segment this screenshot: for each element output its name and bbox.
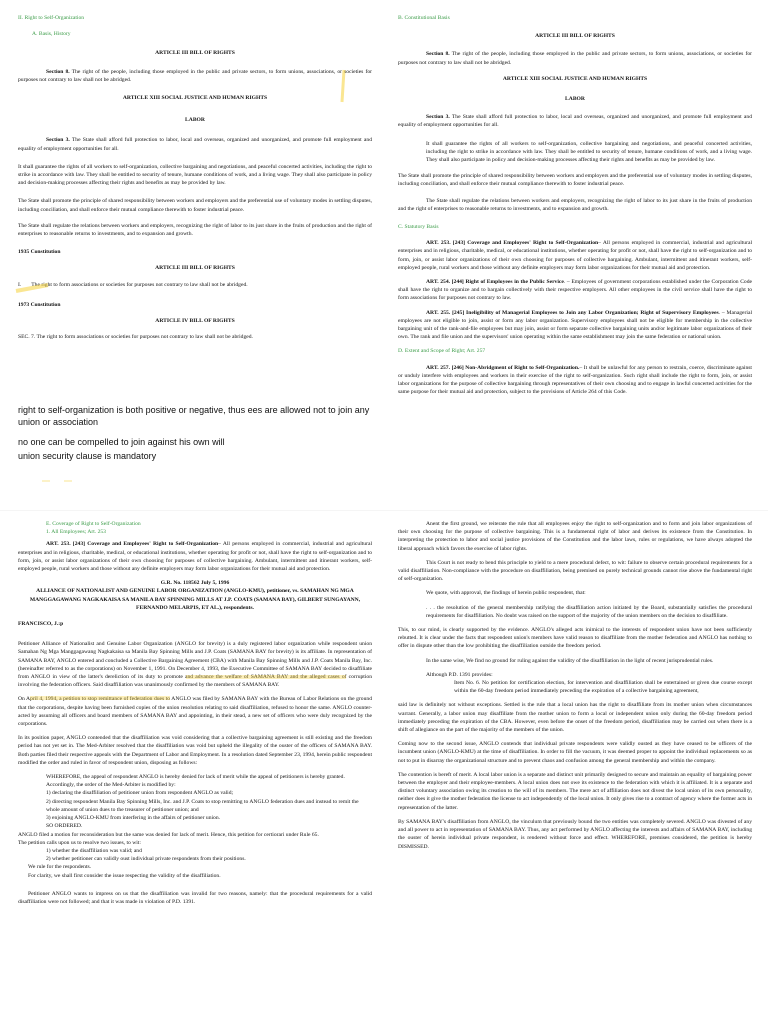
bottom-left-column: [18, 520, 372, 912]
case-paragraph: Although P.D. 1391 provides:: [426, 671, 493, 678]
case-paragraph: The contention is bereft of merit. A local labor union is a separate and distinct unit primarily designed to secure and maintain an equality of bargaining power between the employer and their employee-members. A local union does not owe its existence to the federation with which it is affiliated. It is a separate and distinct voluntary association owing its creation to the will of its members. The mere act of affiliation does not divest the local union of its own personality, neither does it give the mother federation the license to act independently of the local union. It only gives rise to a contract of agency where the former acts in representation of the latter.: [398, 771, 752, 811]
top-right-column: [398, 14, 752, 403]
case-paragraph: We rule for the respondents.: [28, 864, 92, 871]
labor-title: LABOR: [185, 117, 205, 124]
guarantee-paragraph: It shall guarantee the rights of all workers to self-organization, collective bargaining and negotiations, and peaceful concerted activities, including the right to strike in accordance with law. They shall be entitled to security of tenure, humane conditions of work, and a living wage. They shall also participate in policy and decision-making processes affecting their rights and benefits as may be provided by law.: [18, 163, 372, 187]
subsection-heading: 1. All Employees; Art. 253: [46, 529, 106, 536]
block-quote: . . . the resolution of the general membership ratifying the disaffiliation action initiated by the Board, substantially satisfies the procedural requirements for disaffiliation. No doubt was raised on the support of the majority of the union members on the decision to disaffiliate.: [426, 604, 752, 619]
case-paragraph: In the same wise, We find no ground for ruling against the validity of the disaffiliation in the light of recent jurisprudential rules.: [426, 657, 714, 664]
handwritten-note: no one can be compelled to join against his own will: [18, 437, 225, 447]
case-paragraph: said law is definitely not without exceptions. Settled is the rule that a local union has the right to disaffiliate from its mother union when circumstances warrant. Generally, a labor union may disaffiliate from the mother union to form a local or independent union only during the 60-day freedom period immediately preceding the expiration of the CBA. However, even before the onset of the freedom period, disaffiliation may be carried out when there is a shift of allegiance on the part of the majority of the members of the union.: [398, 702, 752, 734]
section-heading: E. Coverage of Right to Self-Organization: [46, 521, 141, 527]
case-paragraph: The petition calls upon us to resolve two issues, to wit:: [18, 839, 141, 846]
article-255-paragraph: ART. 255. [245] Ineligibility of Managerial Employees to Join any Labor Organization; Right of Supervisory Employees. – Managerial employees are not eligible to join, assist or form any labor organization. Supervisory employees shall not be eligible for membership in the collective bargaining unit of the rank-and-file employees but may join, assist or form separate collective bargaining units and/or legitimate labor organizations of their own. The rank and file union and the supervisors' union operating within the same establishment may join the same federation or national union.: [398, 309, 752, 341]
case-paragraph: ANGLO filed a motion for reconsideration but the same was denied for lack of merit. Hence, this petition for certiorari under Rule 65.: [18, 831, 319, 838]
highlighter-mark: [186, 675, 346, 679]
case-gr-number: G.R. No. 118562 July 5, 1996: [160, 580, 230, 587]
section-heading: II. Right to Self-Organization: [18, 15, 85, 21]
bottom-right-column: [398, 520, 752, 857]
promote-paragraph: The State shall promote the principle of shared responsibility between workers and employers and the preferential use of voluntary modes in settling disputes, including conciliation, and shall enforce their mutual compliance therewith to foster industrial peace.: [398, 173, 752, 188]
article-253-paragraph: ART. 253. [243] Coverage and Employees' Right to Self-Organization– All persons employed in commercial, industrial and agricultural enterprises and in religious, charitable, medical, or educational institutions, whether operating for profit or not, shall have the right to self-organization and to form, join, or assist labor organizations of their own choosing for purposes of collective bargaining. Ambulant, intermittent and itinerant workers, self-employed people, rural workers and those without any definite employers may form labor organizations for their mutual aid and protection.: [18, 541, 372, 573]
case-paragraph: This, to our mind, is clearly supported by the evidence. ANGLO's alleged acts inimical to the interests of respondent union have not been sufficiently rebutted. It is clear under the facts that respondent union's members have valid reason to disaffiliate from the mother federation and ANGLO has nothing to offer in dispute other than the low prohibiting the disaffiliation outside the freedom period.: [398, 627, 752, 650]
subsection-heading: A. Basis, History: [32, 31, 71, 38]
article-title: ARTICLE XIII SOCIAL JUSTICE AND HUMAN RIGHTS: [502, 75, 648, 82]
case-paragraph: This Court is not ready to bend this principle to yield to a mere procedural defect, to wit: failure to observe certain procedural requirements for a valid disaffiliation. Non-compliance with the procedure on disaffiliation, being premised on purely technical grounds cannot rise above the fundamental right of self-organization.: [398, 559, 752, 583]
case-paragraph: Coming now to the second issue, ANGLO contends that individual private respondents were validly ousted as they have ceased to be officers of the incumbent union (ANGLO-KMU) at the time of disaffiliation. In order to fill the vacuum, it was deemed proper to appoint the individual replacements so as not to put in disarray the organizational structure and to prevent chaos and confusion among the general membership and within the company.: [398, 741, 752, 764]
regulate-paragraph: The State shall regulate the relations between workers and employers, recognizing the right of labor to its just share in the fruits of production and the right of enterprises to reasonable returns to investments, and to expansion and growth.: [18, 222, 372, 238]
article-title: ARTICLE III BILL OF RIGHTS: [155, 265, 235, 272]
issue-list: 1) whether the disaffiliation was valid; and 2) whether petitioner can validly oust individual private respondents from their positions.: [46, 847, 246, 863]
block-quote: Item No. 6. No petition for certification election, for intervention and disaffiliation shall be entertained or given due course except within the 60-day freedom period immediately preceding the expiration of a collective bargaining agreement,: [454, 680, 752, 695]
highlighter-mark: [330, 66, 360, 106]
section-heading: D. Extent and Scope of Right; Art. 257: [398, 348, 486, 355]
constitution-1973-label: 1973 Constitution: [18, 301, 61, 308]
highlighter-mark: [14, 282, 54, 294]
section-8-paragraph: Section 8. The right of the people, including those employed in the public and private sectors, to form unions, associations, or societies for purposes not contrary to law shall not be abridged.: [18, 68, 372, 83]
guarantee-paragraph: It shall guarantee the rights of all workers to self-organization, collective bargaining and negotiations, and peaceful concerted activities, including the right to strike in accordance with law. They shall be entitled to security of tenure, humane conditions of work, and a living wage. They shall also participate in policy and decision-making processes affecting their rights and benefits as may be provided by law.: [426, 140, 752, 164]
handwritten-note: right to self-organization is both positive or negative, thus ees are allowed not to join any union or association: [18, 405, 370, 427]
section-heading: C. Statutory Basis: [398, 224, 439, 231]
handwritten-note: union security clause is mandatory: [18, 451, 157, 461]
case-paragraph: Petitioner ANGLO wants to impress on us that the disaffiliation was invalid for two reasons, namely: that the procedural requirements for a valid disaffiliation were not followed; and that it was made in violation of P.D. 1391.: [18, 890, 372, 905]
ponente: FRANCISCO, J.:p: [18, 621, 64, 628]
promote-paragraph: The State shall promote the principle of shared responsibility between workers and employers and the preferential use of voluntary modes in settling disputes, including conciliation, and shall enforce their mutual compliance therewith to foster industrial peace.: [18, 198, 372, 213]
case-paragraph: We quote, with approval, the findings of herein public respondent, that:: [426, 590, 586, 597]
section-3-paragraph: Section 3. The State shall afford full protection to labor, local and overseas, organized and unorganized, and promote full employment and equality of employment opportunities for all.: [18, 137, 372, 152]
article-title: ARTICLE XIII SOCIAL JUSTICE AND HUMAN RIGHTS: [122, 95, 268, 102]
section-8-paragraph: Section 8. The right of the people, including those employed in the public and private sectors, to form unions, associations, or societies for purposes not contrary to law shall not be abridged.: [398, 51, 752, 66]
article-title: ARTICLE III BILL OF RIGHTS: [155, 50, 235, 57]
list-item: I. The right to form associations or societies for purposes not contrary to law shall not be abridged.: [18, 281, 248, 288]
case-paragraph: For clarity, we shall first consider the issue respecting the validity of the disaffiliation.: [28, 872, 221, 879]
article-254-paragraph: ART. 254. [244] Right of Employees in the Public Service. – Employees of government corporations established under the Corporation Code shall have the right to organize and to bargain collectively with their respective employers. All other employees in the civil service shall have the right to form associations for purposes not contrary to law.: [398, 279, 753, 302]
case-paragraph: On April 4, 1994, a petition to stop remittance of federation dues to ANGLO was filed by SAMANA BAY with the Bureau of Labor Relations on the ground that the corporations, despite having been furnished copies of the union resolution relating to said disaffiliation, refused to honor the same. ANGLO counter-acted by assuming all officers and board members of SAMANA BAY and appointing, in their stead, a new set of officers who were duly recognized by the corporations.: [18, 696, 372, 728]
section-heading: B. Constitutional Basis: [398, 15, 450, 21]
article-title: ARTICLE III BILL OF RIGHTS: [535, 33, 615, 40]
section-3-paragraph: Section 3. The State shall afford full protection to labor, local and overseas, organized and unorganized, and promote full employment and equality of employment opportunities for all.: [398, 114, 752, 129]
case-paragraph: By SAMANA BAY's disaffiliation from ANGLO, the vinculum that previously bound the two entities was completely severed. ANGLO was divested of any and all power to act in representation of SAMANA BAY. Thus, any act performed by ANGLO affecting the interests and affairs of SAMANA BAY, including the ouster of herein individual private respondent, is rendered without force and effect. WHEREFORE, premises considered, the petition is hereby DISMISSED.: [398, 818, 752, 850]
case-parties: ALLIANCE OF NATIONALIST AND GENUINE LABOR ORGANIZATION (ANGLO-KMU), petitioner, vs. SAMAHAN NG MGA MANGGAGAWANG NAGKAKAISA SA MANILA BAY SPINNING MILLS AT J.P. COATS (SAMANA BAY), GILBERT SUNGAYANN, FERNANDO MELARPIS, ET AL.), respondents.: [29, 588, 361, 611]
article-title: ARTICLE IV BILL OF RIGHTS: [155, 318, 235, 325]
block-quote: WHEREFORE, the appeal of respondent ANGLO is hereby denied for lack of merit while the appeal of petitioners is hereby granted. Accordingly, the order of the Med-Arbiter is modified by: 1) declaring the disaffiliation of petitioner union from respondent ANGLO as valid; 2) directing respondent Manila Bay Spinning Mills, Inc. and J.P. Coats to stop remitting to ANGLO federation dues and instead to remit the whole amount of union dues to the treasurer of petitioner union; and 3) enjoining ANGLO-KMU from interfering in the affairs of petitioner union. SO ORDERED.: [46, 774, 359, 830]
constitution-1935-label: 1935 Constitution: [18, 249, 61, 256]
top-left-column: [18, 14, 372, 341]
case-paragraph: Petitioner Alliance of Nationalist and Genuine Labor Organization (ANGLO for brevity) is a duly registered labor organization while respondent union Samahan Ng Mga Manggagawang Nagkakaisa sa Manila Bay Spinning Mills and J.P. Coats (SAMANA BAY for brevity) is its affiliate. In representation of SAMANA BAY, ANGLO entered and concluded a Collective Bargaining Agreement (CBA) with Manila Bay Spinning Mills and J.P. Coats Manila Bay, Inc. (hereinafter referred to as the corporations) on November 1, 1991. On December 4, 1993, the Executive Committee of SAMANA BAY decided to disaffiliate from ANGLO in view of the latter's dereliction of its duty to promote and advance the welfare of SAMANA BAY and the alleged cases of corruption involving the federation officers. Said disaffiliation was unanimously confirmed by the members of SAMANA BAY.: [18, 641, 372, 689]
page-divider: [0, 510, 768, 511]
case-paragraph: In its position paper, ANGLO contended that the disaffiliation was void considering that a collective bargaining agreement is still existing and the freedom period has not yet set in. The Med-Arbiter resolved that the disaffiliation was void but upheld the illegality of the ouster of the officers of SAMANA BAY. Both parties filed their respective appeals with the Department of Labor and Employment. In a resolution dated September 23, 1994, herein public respondent modified the order and ruled in favor of respondent union, disposing as follows:: [18, 735, 372, 766]
regulate-paragraph: The State shall regulate the relations between workers and employers, recognizing the right of labor to its just share in the fruits of production and the right of enterprises to reasonable returns to investments, and to expansion and growth.: [398, 197, 752, 212]
highlighter-mark: [30, 696, 170, 700]
sec7-paragraph: SEC. 7. The right to form associations or societies for purposes not contrary to law shall not be abridged.: [18, 334, 253, 341]
highlighter-mark: [40, 478, 80, 484]
case-paragraph: Anent the first ground, we reiterate the rule that all employees enjoy the right to self-organization and to form and join labor organizations of their own choosing for the purpose of collective bargaining. This is a fundamental right of labor and derives its existence from the Constitution. In interpreting the protection to labor and social justice provisions of the Constitution and the labor laws, rules or regulations, we have always adopted the liberal approach which favors the exercise of labor rights.: [398, 521, 752, 552]
article-257-paragraph: ART. 257. [246] Non-Abridgment of Right to Self-Organization.– It shall be unlawful for any person to restrain, coerce, discriminate against or unduly interfere with employees and workers in their exercise of the right to self-organization. Such right shall include the right to form, join, or assist labor organizations for the purpose of collective bargaining through representatives of their own choosing and to engage in lawful concerted activities for the same purpose for their mutual aid and protection, subject to the provisions of Article 264 of this Code.: [398, 364, 752, 396]
labor-title: LABOR: [565, 96, 585, 103]
article-253-paragraph: ART. 253. [243] Coverage and Employees' Right to Self-Organization– All persons employed in commercial, industrial and agricultural enterprises and in religious, charitable, medical, or educational institutions, whether operating for profit or not, shall have the right to self-organization and to form, join, or assist labor organizations of their own choosing for purposes of collective bargaining. Ambulant, intermittent and itinerant workers, self-employed people, rural workers and those without any definite employers may form labor organizations for their mutual aid and protection.: [398, 240, 752, 271]
